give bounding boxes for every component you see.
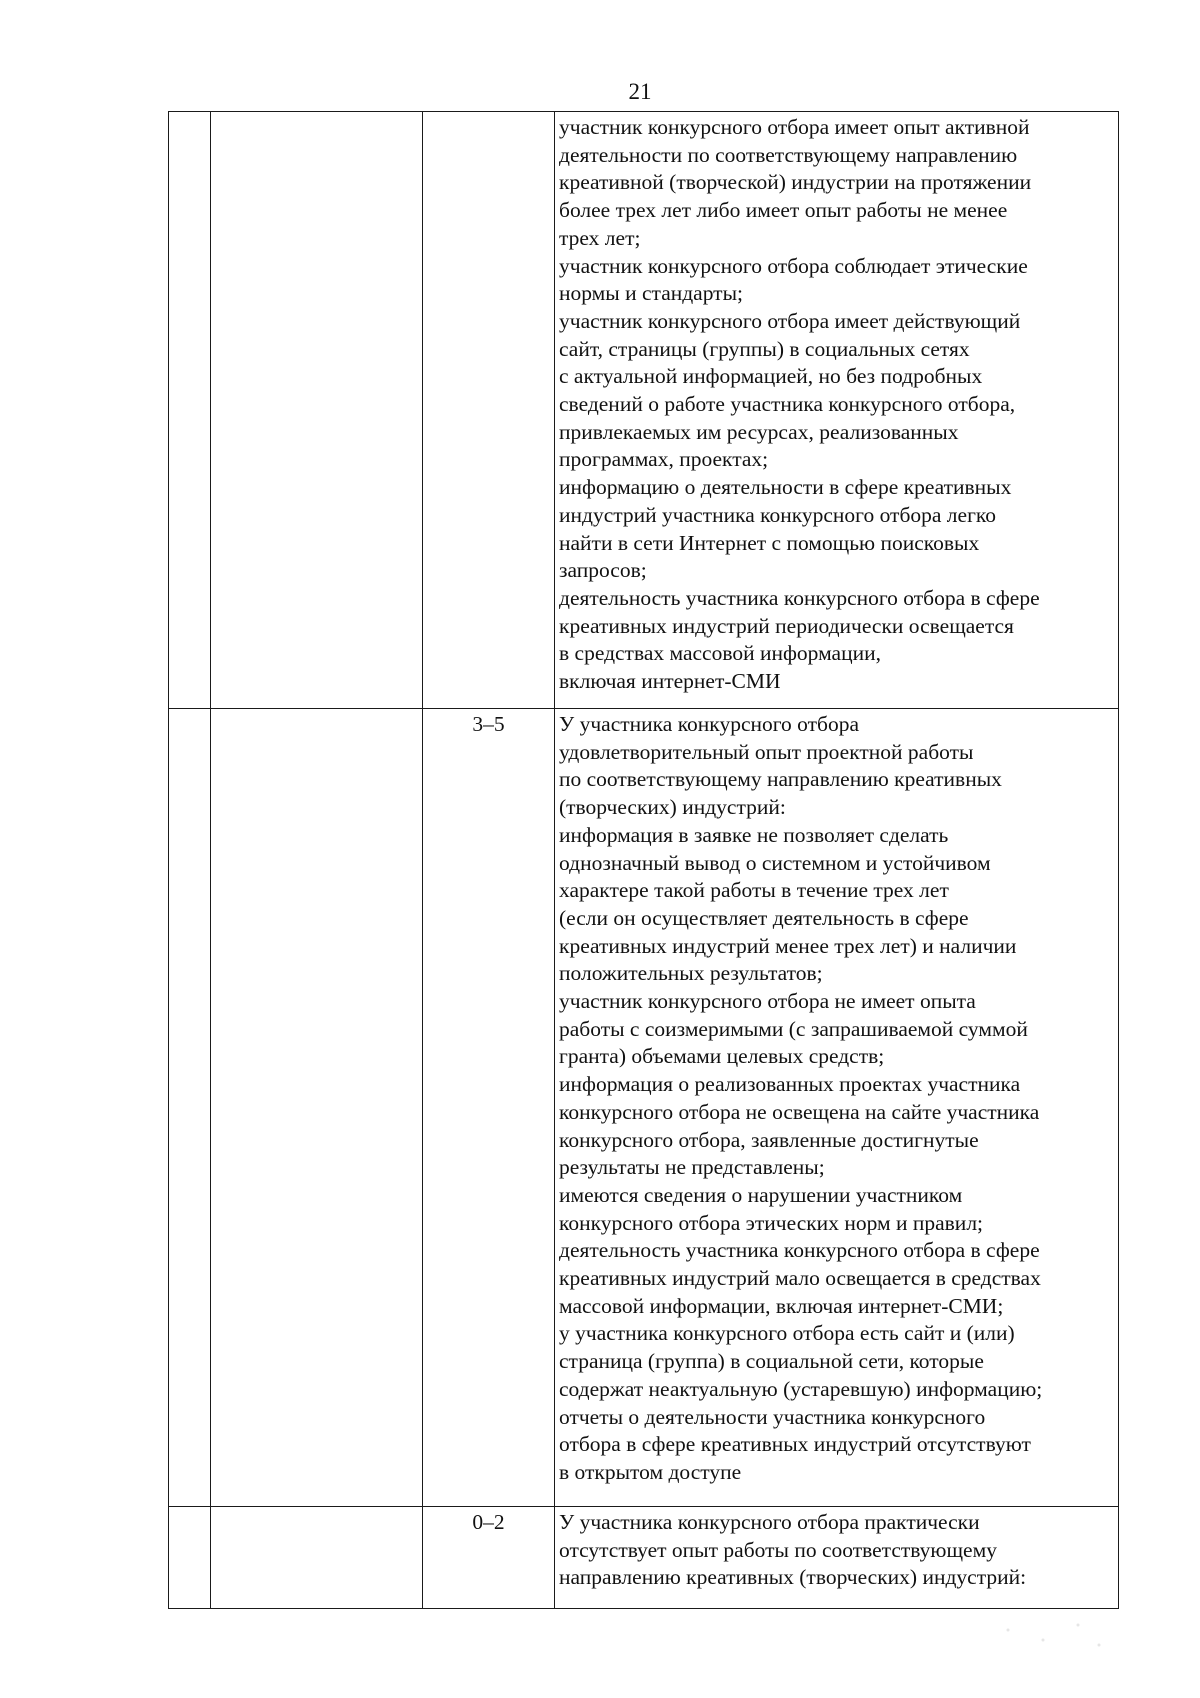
text-line: отбора в сфере креативных индустрий отсутствуют bbox=[559, 1432, 1031, 1457]
number-cell bbox=[169, 112, 211, 709]
text-line: в открытом доступе bbox=[559, 1459, 742, 1484]
text-line: участник конкурсного отбора имеет действующий bbox=[559, 308, 1021, 333]
criterion-cell bbox=[211, 709, 423, 1507]
text-line: нормы и стандарты; bbox=[559, 281, 743, 306]
text-line: (если он осуществляет деятельность в сфере bbox=[559, 905, 969, 930]
text-line: конкурсного отбора, заявленные достигнутые bbox=[559, 1127, 979, 1152]
text-line: более трех лет либо имеет опыт работы не менее bbox=[559, 198, 1008, 223]
description-cell bbox=[555, 112, 1119, 709]
text-line: деятельности по соответствующему направлению bbox=[559, 142, 1018, 167]
page-number: 21 bbox=[628, 79, 652, 104]
table-row bbox=[169, 112, 1119, 709]
text-line: работы с соизмеримыми (с запрашиваемой суммой bbox=[559, 1016, 1028, 1041]
text-line: найти в сети Интернет с помощью поисковых bbox=[559, 530, 980, 555]
text-line: запросов; bbox=[559, 558, 647, 583]
criterion-cell bbox=[211, 112, 423, 709]
text-line: массовой информации, включая интернет-СМИ; bbox=[559, 1293, 1004, 1318]
text-line: отсутствует опыт работы по соответствующему bbox=[559, 1537, 997, 1562]
text-line: (творческих) индустрий: bbox=[559, 795, 786, 820]
text-line: характере такой работы в течение трех лет bbox=[559, 878, 949, 903]
score-cell: 3–5 bbox=[423, 709, 555, 1507]
text-line: содержат неактуальную (устаревшую) информацию; bbox=[559, 1376, 1043, 1401]
text-line: сайт, страницы (группы) в социальных сетях bbox=[559, 336, 970, 361]
text-line: деятельность участника конкурсного отбора в сфере bbox=[559, 1238, 1040, 1263]
number-cell bbox=[169, 1507, 211, 1609]
text-line: в средствах массовой информации, bbox=[559, 641, 881, 666]
text-line: страница (группа) в социальной сети, которые bbox=[559, 1349, 984, 1374]
text-line: с актуальной информацией, но без подробных bbox=[559, 364, 983, 389]
description-cell bbox=[555, 709, 1119, 1507]
text-line: участник конкурсного отбора имеет опыт активной bbox=[559, 115, 1030, 139]
table-row bbox=[169, 709, 1119, 1507]
text-line: сведений о работе участника конкурсного отбора, bbox=[559, 392, 1016, 417]
text-line: У участника конкурсного отбора практически bbox=[559, 1510, 980, 1534]
text-line: У участника конкурсного отбора bbox=[559, 712, 859, 736]
text-line: креативных индустрий менее трех лет) и наличии bbox=[559, 933, 1017, 958]
text-line: по соответствующему направлению креативных bbox=[559, 767, 1002, 792]
score-cell: 0–2 bbox=[423, 1507, 555, 1609]
text-line: конкурсного отбора не освещена на сайте участника bbox=[559, 1099, 1040, 1124]
table-row bbox=[169, 1507, 1119, 1609]
criteria-table bbox=[168, 111, 1119, 1609]
text-line: креативных индустрий периодически освещается bbox=[559, 613, 1014, 638]
number-cell bbox=[169, 709, 211, 1507]
text-line: удовлетворительный опыт проектной работы bbox=[559, 739, 974, 764]
text-line: информация в заявке не позволяет сделать bbox=[559, 822, 949, 847]
text-line: участник конкурсного отбора не имеет опыта bbox=[559, 989, 976, 1014]
description-cell bbox=[555, 1507, 1119, 1609]
text-line: информация о реализованных проектах участника bbox=[559, 1072, 1021, 1097]
text-line: участник конкурсного отбора соблюдает этические bbox=[559, 253, 1028, 278]
text-line: гранта) объемами целевых средств; bbox=[559, 1044, 885, 1069]
score-cell bbox=[423, 112, 555, 709]
text-line: направлению креативных (творческих) индустрий: bbox=[559, 1565, 1027, 1590]
text-line: включая интернет-СМИ bbox=[559, 669, 781, 694]
text-line: имеются сведения о нарушении участником bbox=[559, 1182, 963, 1207]
text-line: креативных индустрий мало освещается в средствах bbox=[559, 1266, 1041, 1291]
text-line: отчеты о деятельности участника конкурсного bbox=[559, 1404, 986, 1429]
text-line: креативной (творческой) индустрии на протяжении bbox=[559, 170, 1032, 195]
text-line: конкурсного отбора этических норм и правил; bbox=[559, 1210, 984, 1235]
text-line: однозначный вывод о системном и устойчивом bbox=[559, 850, 991, 875]
text-line: положительных результатов; bbox=[559, 961, 823, 986]
scan-artifact bbox=[980, 1610, 1120, 1660]
text-line: привлекаемых им ресурсах, реализованных bbox=[559, 419, 959, 444]
text-line: программах, проектах; bbox=[559, 447, 769, 472]
text-line: индустрий участника конкурсного отбора легко bbox=[559, 502, 997, 527]
criterion-cell bbox=[211, 1507, 423, 1609]
text-line: трех лет; bbox=[559, 225, 641, 250]
text-line: деятельность участника конкурсного отбора в сфере bbox=[559, 585, 1040, 610]
text-line: информацию о деятельности в сфере креативных bbox=[559, 475, 1012, 500]
text-line: у участника конкурсного отбора есть сайт и (или) bbox=[559, 1321, 1015, 1346]
text-line: результаты не представлены; bbox=[559, 1155, 825, 1180]
